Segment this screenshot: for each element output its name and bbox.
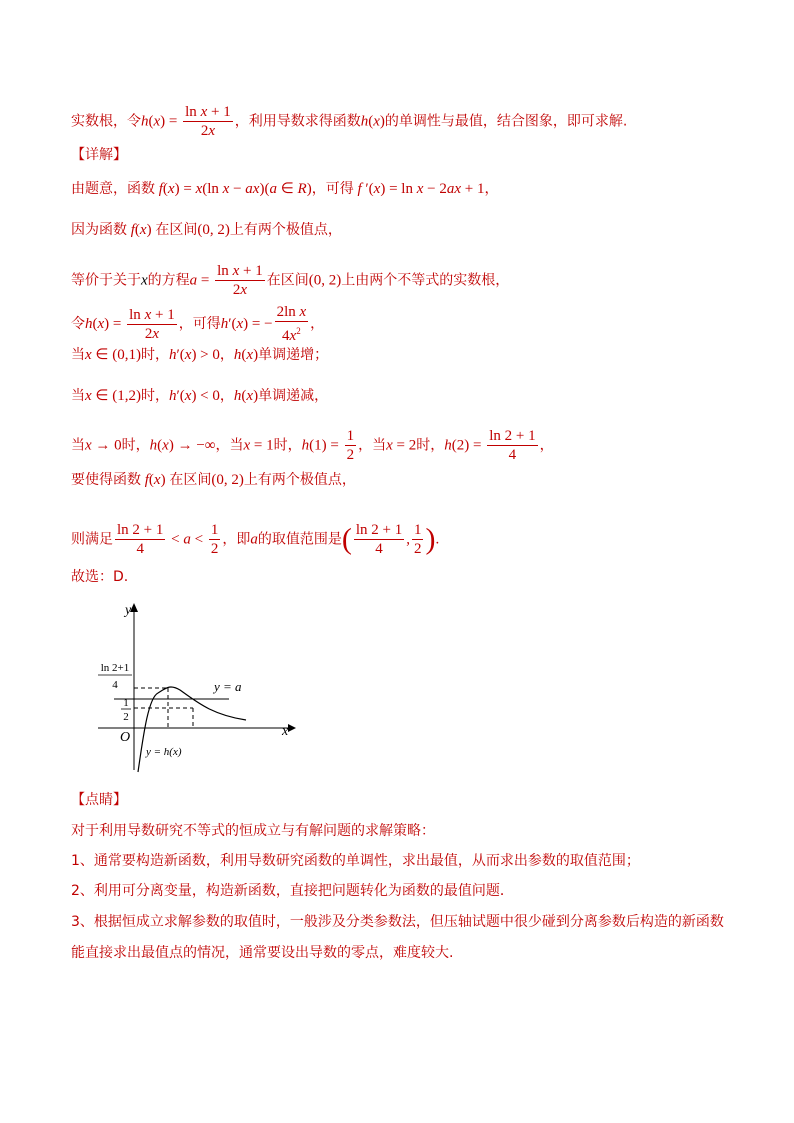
line-4: 因为函数 f(x) 在区间(0, 2)上有两个极值点，	[71, 222, 342, 238]
line-1: 实数根，令h(x) = $\frac{\text{ln x + 1}}{2x}$ ，利用导数求得函数h(x)的单调性与最值，结合图象，即可求解.	[71, 104, 628, 139]
tip-line-2: 1、通常要构造新函数，利用导数研究函数的单调性，求出最值，从而求出参数的取值范围；	[71, 853, 640, 869]
label-half-den: 2	[123, 711, 129, 723]
tip-line-3: 2、利用可分离变量，构造新函数，直接把问题转化为函数的最值问题．	[71, 883, 514, 899]
tip-line-5: 能直接求出最值点的情况，通常要设出导数的零点，难度较大.	[71, 945, 454, 961]
origin-label: O	[120, 730, 131, 745]
function-graph	[88, 598, 328, 778]
x-arrow-icon	[288, 724, 296, 732]
line-10: 要使得函数 f(x) 在区间(0, 2)上有两个极值点，	[71, 472, 356, 488]
x-axis-label: x	[282, 724, 289, 739]
line-6: 令h(x) = $\frac{\text{ln x + 1}}{2x}$ ，可得h′(x) = − $\frac{\text{2ln x}}{4x^2}$ ，	[71, 304, 325, 344]
curve-label: y = h(x)	[146, 746, 182, 758]
curve-hx	[138, 687, 246, 772]
tip-line-4: 3、根据恒成立求解参数的取值时，一般涉及分类参数法，但压轴试题中很少碰到分离参数后构造的新函数	[71, 914, 724, 930]
line-11: 则满足 $\frac{\ln 2 + 1}{4}$ < a < $\frac{1}{2}$ ，即a的取值范围是( $\frac{\ln 2 + 1}{4}$ , $\frac{1}{2}$ ).	[71, 522, 440, 557]
detail-header: 【详解】	[71, 147, 127, 163]
y-axis-label: y	[125, 603, 132, 618]
label-top-den: 4	[112, 679, 118, 691]
label-half-num: 1	[123, 697, 129, 709]
tip-line-1: 对于利用导数研究不等式的恒成立与有解问题的求解策略：	[71, 823, 435, 839]
line-3: 由题意，函数 f(x) = x(ln x − ax)(a ∈ R)，可得 f ′(x) = ln x − 2ax + 1，	[71, 181, 499, 197]
tip-header: 【点睛】	[71, 792, 127, 808]
line-5: 等价于关于x的方程a = $\frac{\text{ln x + 1}}{2x}$ 在区间(0, 2)上由两个不等式的实数根，	[71, 263, 510, 298]
label-top-num: ln 2+1	[100, 662, 130, 674]
line-9: 当x → 0时，h(x) → −∞，当x = 1时，h(1) = $\frac{1}{2}$ ，当x = 2时，h(2) = $\frac{\ln 2 + 1}{4}$ ，	[71, 428, 554, 463]
answer-line: 故选：D.	[71, 569, 129, 585]
line-8: 当x ∈ (1,2)时，h′(x) < 0，h(x)单调递减，	[71, 388, 329, 404]
line-a-label: y = a	[214, 679, 242, 694]
line-7: 当x ∈ (0,1)时，h′(x) > 0，h(x)单调递增；	[71, 347, 329, 363]
